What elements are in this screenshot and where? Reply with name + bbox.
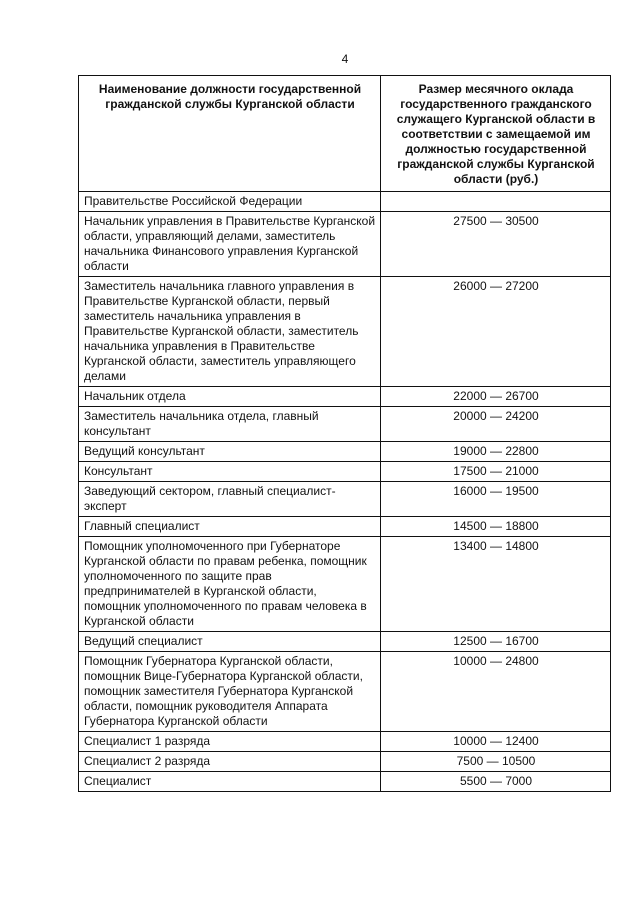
salary-cell: 13400 — 14800 [381,537,611,632]
table-row [79,277,611,387]
salary-cell: 16000 — 19500 [381,482,611,517]
table-row [79,442,611,462]
position-cell: Правительстве Российской Федерации [79,192,381,212]
salary-cell: 27500 — 30500 [381,212,611,277]
table-row [79,517,611,537]
position-cell: Помощник уполномоченного при Губернаторе Курганской области по правам ребенка, помощник уполномоченного по защите прав предпринимателей в Курганской области, помощник уполномоченного по правам человека в Курганской области [79,537,381,632]
salary-cell: 7500 — 10500 [381,752,611,772]
salary-table [78,75,611,792]
salary-cell [381,192,611,212]
table-row [79,407,611,442]
page-number: 4 [341,52,349,66]
salary-cell: 12500 — 16700 [381,632,611,652]
table-row [79,772,611,792]
salary-cell: 10000 — 12400 [381,732,611,752]
salary-cell: 19000 — 22800 [381,442,611,462]
position-cell: Специалист 2 разряда [79,752,381,772]
table-row [79,732,611,752]
salary-cell: 20000 — 24200 [381,407,611,442]
position-column-header: Наименование должности государственной гражданской службы Курганской области [79,76,381,192]
position-cell: Главный специалист [79,517,381,537]
salary-column-header: Размер месячного оклада государственного гражданского служащего Курганской области в соответствии с замещаемой им должностью государственной гражданской службы Курганской области (руб.) [381,76,611,192]
table-row [79,537,611,632]
salary-cell: 14500 — 18800 [381,517,611,537]
position-cell: Помощник Губернатора Курганской области, помощник Вице-Губернатора Курганской области, помощник заместителя Губернатора Курганской области, помощник руководителя Аппарата Губернатора Курганской области [79,652,381,732]
position-cell: Заместитель начальника главного управления в Правительстве Курганской области, первый заместитель начальника управления в Правительстве Курганской области, заместитель начальника управления в Правительстве Курганской области, заместитель управляющего делами [79,277,381,387]
table-row [79,212,611,277]
position-cell: Специалист 1 разряда [79,732,381,752]
table-row [79,192,611,212]
table-row [79,462,611,482]
table-row [79,752,611,772]
table-row [79,482,611,517]
position-cell: Начальник отдела [79,387,381,407]
salary-cell: 10000 — 24800 [381,652,611,732]
salary-cell: 22000 — 26700 [381,387,611,407]
table-row [79,652,611,732]
salary-cell: 5500 — 7000 [381,772,611,792]
table-header-row [79,76,611,192]
position-cell: Специалист [79,772,381,792]
table-row [79,632,611,652]
salary-cell: 26000 — 27200 [381,277,611,387]
position-cell: Заведующий сектором, главный специалист-эксперт [79,482,381,517]
position-cell: Заместитель начальника отдела, главный консультант [79,407,381,442]
position-cell: Начальник управления в Правительстве Курганской области, управляющий делами, заместитель начальника Финансового управления Курганской области [79,212,381,277]
position-cell: Ведущий консультант [79,442,381,462]
salary-cell: 17500 — 21000 [381,462,611,482]
position-cell: Консультант [79,462,381,482]
position-cell: Ведущий специалист [79,632,381,652]
table-row [79,387,611,407]
